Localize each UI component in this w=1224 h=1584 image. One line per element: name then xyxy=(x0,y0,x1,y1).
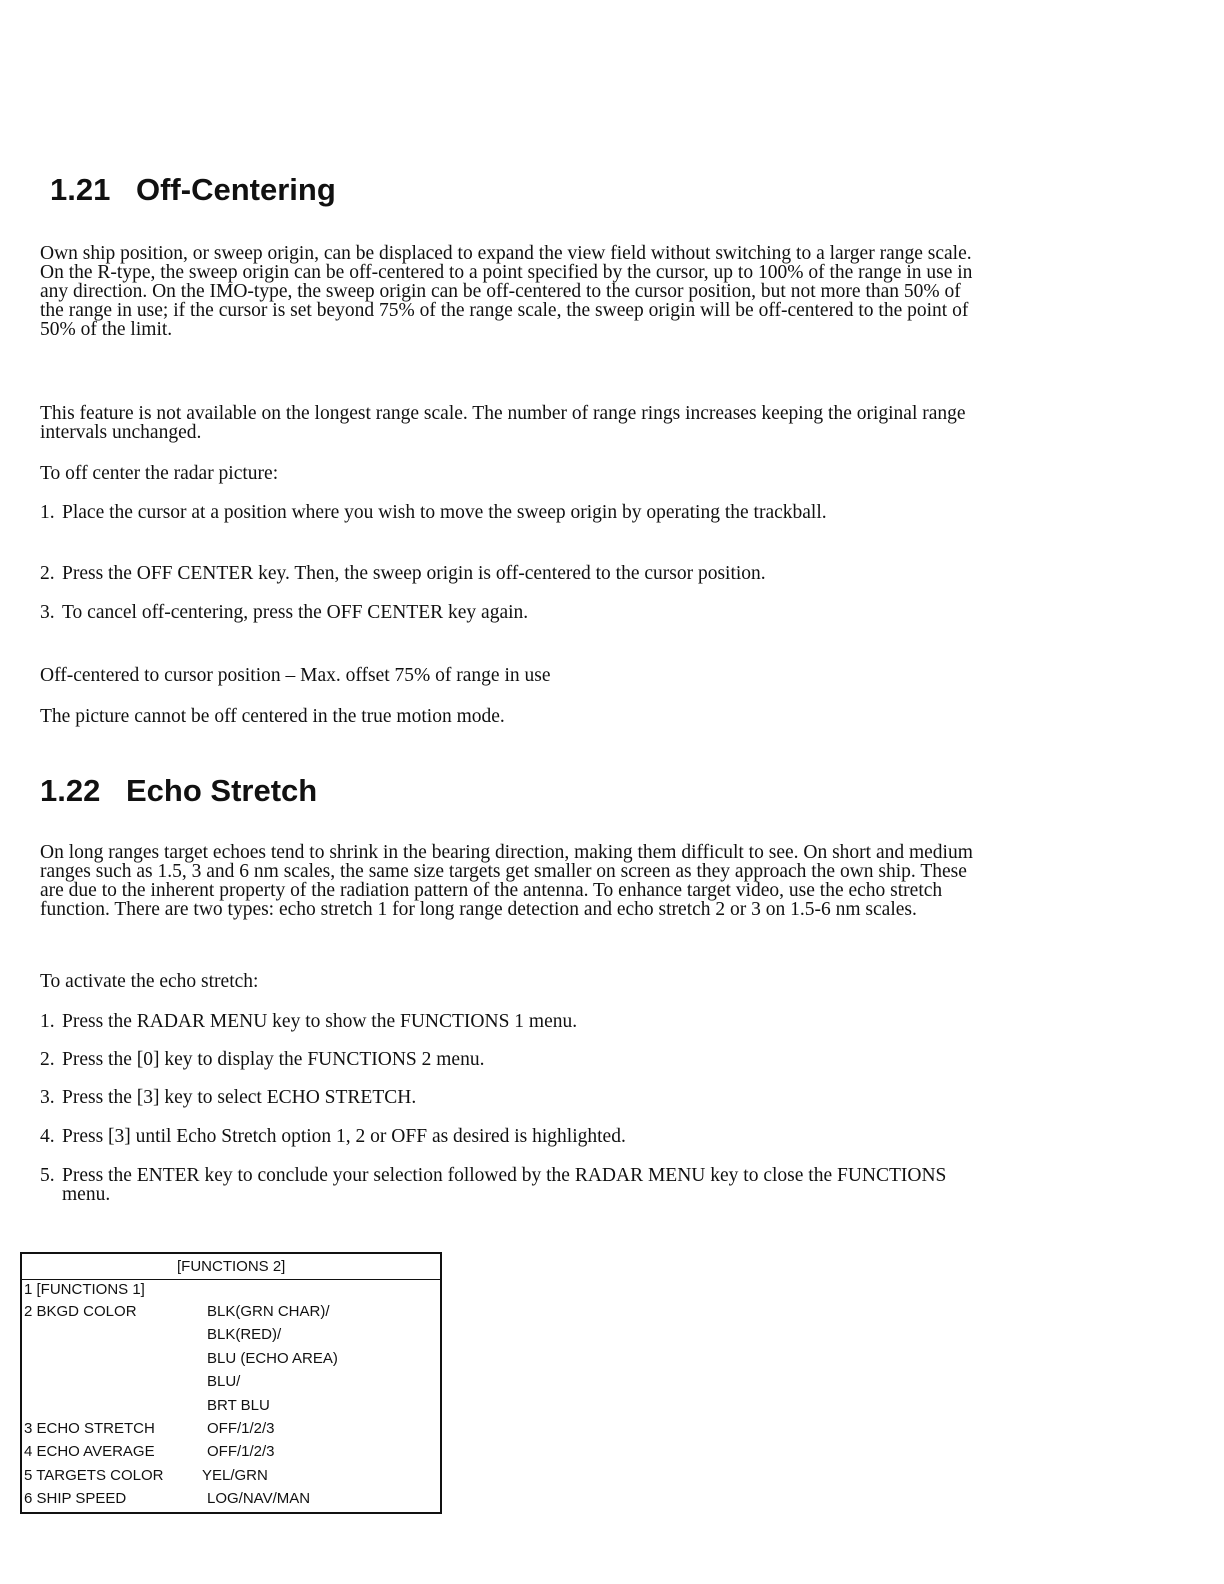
paragraph-echo-stretch-lead: To activate the echo stretch: xyxy=(40,971,259,992)
step-number: 4. xyxy=(40,1126,55,1147)
menu-row-bkgd-option-3 xyxy=(24,1350,440,1372)
step-text: Place the cursor at a position where you wish to move the sweep origin by operating the trackball. xyxy=(62,502,827,523)
echo-stretch-step-1 xyxy=(40,1012,985,1031)
heading-echo-stretch xyxy=(40,773,317,809)
off-center-note-true-motion: The picture cannot be off centered in the true motion mode. xyxy=(40,706,505,727)
menu-row-ship-speed xyxy=(24,1490,440,1512)
menu-row-label: 3 ECHO STRETCH xyxy=(24,1420,155,1437)
step-text: To cancel off-centering, press the OFF CENTER key again. xyxy=(62,602,529,623)
step-text: Press the RADAR MENU key to show the FUNCTIONS 1 menu. xyxy=(62,1011,578,1032)
off-center-step-3 xyxy=(40,603,985,622)
menu-row-label: 2 BKGD COLOR xyxy=(24,1303,137,1320)
off-center-step-1 xyxy=(40,503,985,522)
heading-title: Off-Centering xyxy=(136,172,336,207)
step-number: 2. xyxy=(40,563,55,584)
step-number: 1. xyxy=(40,1011,55,1032)
menu-row-value: YEL/GRN xyxy=(202,1467,268,1484)
menu-row-value: BLU/ xyxy=(207,1373,241,1390)
paragraph-off-center-lead: To off center the radar picture: xyxy=(40,463,279,484)
menu-row-label: 4 ECHO AVERAGE xyxy=(24,1443,155,1460)
step-number: 3. xyxy=(40,602,55,623)
step-text: Press [3] until Echo Stretch option 1, 2 or OFF as desired is highlighted. xyxy=(62,1126,626,1147)
paragraph-off-centering-intro: Own ship position, or sweep origin, can be displaced to expand the view field without switching to a larger range scale. On the R-type, the sweep origin can be off-centered to a point specified by the cursor, up to 100% of the range in use in any direction. On the IMO-type, the sweep origin can be off-centered to the cursor position, but not more than 50% of the range in use; if the cursor is set beyond 75% of the range scale, the sweep origin will be off-centered to the point of 50% of the limit. xyxy=(40,243,973,340)
step-number: 3. xyxy=(40,1087,55,1108)
menu-row-value: BLK(GRN CHAR)/ xyxy=(207,1303,330,1320)
heading-off-centering xyxy=(50,172,336,208)
menu-row-value: BRT BLU xyxy=(207,1397,270,1414)
off-center-step-2 xyxy=(40,564,985,583)
paragraph-off-centering-availability: This feature is not available on the longest range scale. The number of range rings increases keeping the original range intervals unchanged. xyxy=(40,403,966,443)
heading-number: 1.21 xyxy=(50,172,111,207)
step-number: 2. xyxy=(40,1049,55,1070)
echo-stretch-step-2 xyxy=(40,1050,985,1069)
menu-row-label: 5 TARGETS COLOR xyxy=(24,1467,164,1484)
echo-stretch-step-3 xyxy=(40,1088,985,1107)
menu-row-bkgd-option-2 xyxy=(24,1326,440,1348)
heading-number: 1.22 xyxy=(40,773,101,808)
menu-row-functions-1 xyxy=(24,1281,440,1303)
step-number: 1. xyxy=(40,502,55,523)
echo-stretch-step-4 xyxy=(40,1127,985,1146)
step-text: Press the [3] key to select ECHO STRETCH. xyxy=(62,1087,417,1108)
off-center-note-max-offset: Off-centered to cursor position – Max. offset 75% of range in use xyxy=(40,665,551,686)
menu-row-value: OFF/1/2/3 xyxy=(207,1443,275,1460)
menu-row-value: OFF/1/2/3 xyxy=(207,1420,275,1437)
heading-title: Echo Stretch xyxy=(126,773,318,808)
step-text: Press the [0] key to display the FUNCTIONS 2 menu. xyxy=(62,1049,485,1070)
menu-divider xyxy=(22,1279,440,1280)
menu-row-echo-stretch xyxy=(24,1420,440,1442)
menu-row-value: BLK(RED)/ xyxy=(207,1326,282,1343)
menu-row-targets-color xyxy=(24,1467,440,1489)
echo-stretch-step-5 xyxy=(40,1166,985,1204)
menu-row-value: BLU (ECHO AREA) xyxy=(207,1350,338,1367)
menu-row-label: 1 [FUNCTIONS 1] xyxy=(24,1281,145,1298)
menu-row-echo-average xyxy=(24,1443,440,1465)
step-text: Press the OFF CENTER key. Then, the sweep origin is off-centered to the cursor position. xyxy=(62,563,766,584)
step-text: Press the ENTER key to conclude your selection followed by the RADAR MENU key to close the FUNCTIONS menu. xyxy=(62,1165,947,1205)
menu-row-bkgd-option-4 xyxy=(24,1373,440,1395)
menu-title: [FUNCTIONS 2] xyxy=(177,1258,286,1275)
menu-row-bkgd-color xyxy=(24,1303,440,1325)
paragraph-echo-stretch-intro: On long ranges target echoes tend to shrink in the bearing direction, making them difficult to see. On short and medium ranges such as 1.5, 3 and 6 nm scales, the same size targets get smaller on screen as they approach the own ship. These are due to the inherent property of the radiation pattern of the antenna. To enhance target video, use the echo stretch function. There are two types: echo stretch 1 for long range detection and echo stretch 2 or 3 on 1.5-6 nm scales. xyxy=(40,842,973,920)
menu-row-label: 6 SHIP SPEED xyxy=(24,1490,127,1507)
menu-row-bkgd-option-5 xyxy=(24,1397,440,1419)
step-number: 5. xyxy=(40,1165,55,1186)
functions-2-menu-figure xyxy=(20,1252,442,1514)
menu-row-value: LOG/NAV/MAN xyxy=(207,1490,311,1507)
